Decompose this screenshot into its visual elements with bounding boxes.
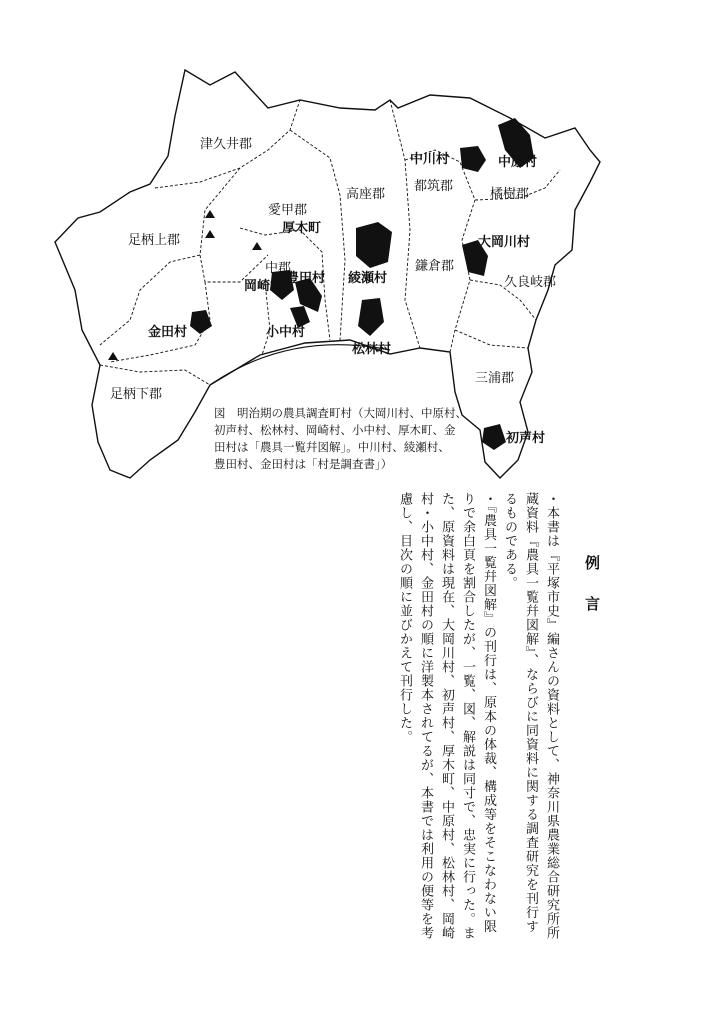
map-caption — [214, 405, 494, 473]
village-label-nakahara: 中原村 — [498, 155, 538, 170]
caption-line: 初声村、松林村、岡崎村、小中村、厚木町、金 — [214, 423, 456, 437]
ayase-shape — [356, 222, 392, 268]
caption-line: 豊田村、金田村は「村是調査書」） — [214, 457, 393, 471]
district-label-koza: 高座郡 — [346, 187, 386, 202]
caption-line: 田村は「農具一覧幷図解」。中川村、綾瀬村、 — [214, 440, 450, 454]
district-label-tsukui: 津久井郡 — [200, 137, 253, 152]
village-label-nakagawa: 中川村 — [410, 152, 450, 167]
district-label-ashigarakami: 足柄上郡 — [128, 233, 181, 248]
village-label-ookagawa: 大岡川村 — [478, 235, 531, 250]
preface-body — [372, 492, 562, 942]
village-label-okazaki: 岡崎村 — [244, 279, 284, 294]
village-label-kaneda: 金田村 — [148, 325, 188, 340]
district-label-tachibana: 橘樹郡 — [490, 187, 530, 202]
district-label-naka: 中郡 — [265, 261, 292, 276]
district-label-tsuzuki: 都筑郡 — [414, 179, 454, 194]
district-label-kuraki: 久良岐郡 — [504, 275, 557, 290]
village-label-matsubayashi: 松林村 — [352, 342, 392, 357]
village-label-konaka: 小中村 — [266, 325, 306, 340]
preface-item: ・本書は『平塚市史』編さんの資料として、神奈川県農業総合研究所所蔵資料『農具一覧幷図解』、ならびに同資料に関する調査研究を刊行するものである。 — [502, 492, 559, 940]
preface-title: 例言 — [583, 555, 601, 637]
caption-line: 図 明治期の農具調査町村（大岡川村、中原村、 — [214, 406, 467, 420]
village-label-atsugi: 厚木町 — [282, 221, 322, 236]
kaneda-shape — [190, 310, 212, 334]
matsubayashi-shape — [358, 298, 384, 336]
district-label-ashigarashimo: 足柄下郡 — [110, 387, 163, 402]
district-label-miura: 三浦郡 — [475, 371, 515, 386]
nakagawa-shape — [460, 146, 486, 172]
preface-item: ・『農具一覧幷図解』の刊行は、原本の体裁、構成等をそこなわない限りで余白頁を割合したが、一覧、図、解説は同寸で、忠実に行った。また、原資料は現在、大岡川村、初声村、厚木町、中原村、松林村、岡崎村・小中村、金田村の順に洋製本されてるが、本書では利用の便等を考慮し、目次の順に並びかえて刊行した。 — [397, 492, 496, 940]
district-label-kamakura: 鎌倉郡 — [415, 259, 455, 274]
village-label-hatsuse: 初声村 — [506, 431, 546, 446]
district-label-aiko: 愛甲郡 — [268, 203, 308, 218]
village-label-ayase: 綾瀬村 — [348, 271, 388, 286]
village-label-toyoda: 豊田村 — [286, 271, 326, 286]
